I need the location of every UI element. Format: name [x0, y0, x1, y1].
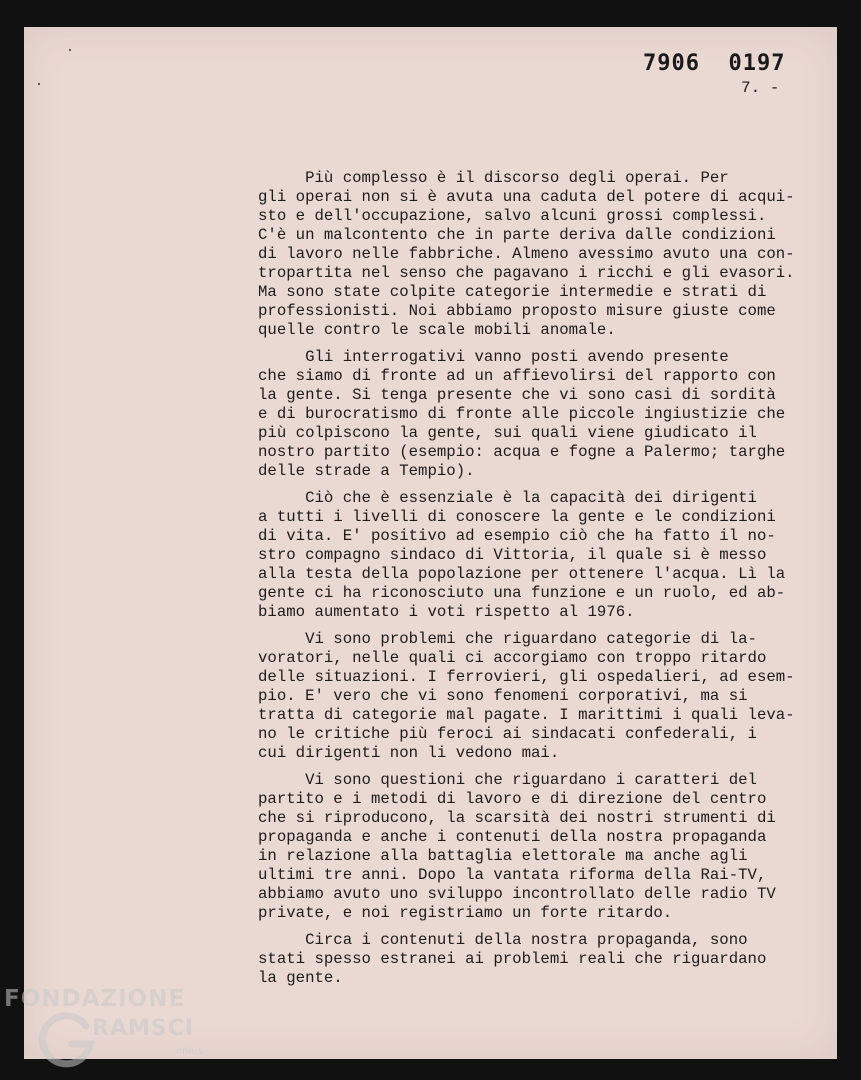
paragraph	[258, 630, 828, 763]
text-line: di lavoro nelle fabbriche. Almeno avessimo avuto una con-	[258, 245, 795, 263]
text-line: abbiamo avuto uno sviluppo incontrollato delle radio TV	[258, 885, 776, 903]
paragraph	[258, 348, 828, 481]
text-line: private, e noi registriamo un forte ritardo.	[258, 904, 673, 922]
text-line: professionisti. Noi abbiamo proposto misure giuste come	[258, 302, 776, 320]
fondazione-gramsci-watermark	[4, 986, 219, 1080]
text-line: ultimi tre anni. Dopo la vantata riforma della Rai-TV,	[258, 866, 767, 884]
text-line: quelle contro le scale mobili anomale.	[258, 321, 616, 339]
text-line: Vi sono questioni che riguardano i caratteri del	[258, 771, 757, 789]
text-line: Più complesso è il discorso degli operai. Per	[258, 169, 729, 187]
text-line: voratori, nelle quali ci accorgiamo con troppo ritardo	[258, 649, 767, 667]
text-line: la gente.	[258, 969, 343, 987]
text-line: la gente. Si tenga presente che vi sono casi di sordità	[258, 386, 776, 404]
text-line: pio. E' vero che vi sono fenomeni corporativi, ma si	[258, 687, 748, 705]
text-line: a tutti i livelli di conoscere la gente e le condizioni	[258, 508, 776, 526]
document-number: 7906 0197	[643, 51, 786, 76]
paragraph	[258, 489, 828, 622]
paper-speck	[69, 49, 71, 51]
text-line: propaganda e anche i contenuti della nostra propaganda	[258, 828, 767, 846]
typed-text-body	[258, 169, 828, 996]
text-line: stati spesso estranei ai problemi reali che riguardano	[258, 950, 767, 968]
text-line: cui dirigenti non li vedono mai.	[258, 744, 560, 762]
paragraph	[258, 169, 828, 340]
text-line: Ma sono state colpite categorie intermedie e strati di	[258, 283, 767, 301]
text-line: no le critiche più feroci ai sindacati confederali, i	[258, 725, 757, 743]
text-line: più colpiscono la gente, sui quali viene giudicato il	[258, 424, 757, 442]
text-line: C'è un malcontento che in parte deriva dalle condizioni	[258, 226, 776, 244]
document-page	[24, 27, 837, 1059]
text-line: biamo aumentato i voti rispetto al 1976.	[258, 603, 635, 621]
text-line: sto e dell'occupazione, salvo alcuni grossi complessi.	[258, 207, 767, 225]
text-line: di vita. E' positivo ad esempio ciò che ha fatto il no-	[258, 527, 776, 545]
watermark-line-1: FONDAZIONE	[4, 986, 186, 1012]
paragraph	[258, 771, 828, 923]
text-line: gente ci ha riconosciuto una funzione e un ruolo, ed ab-	[258, 584, 786, 602]
text-line: gli operai non si è avuta una caduta del potere di acqui-	[258, 188, 795, 206]
text-line: e di burocratismo di fronte alle piccole ingiustizie che	[258, 405, 786, 423]
paper-speck	[38, 83, 40, 85]
paragraph	[258, 931, 828, 988]
text-line: stro compagno sindaco di Vittoria, il quale si è messo	[258, 546, 767, 564]
text-line: delle strade a Tempio).	[258, 462, 475, 480]
watermark-suffix: onlus	[176, 1046, 203, 1057]
page-number: 7. -	[741, 79, 780, 97]
text-line: nostro partito (esempio: acqua e fogne a Palermo; targhe	[258, 443, 786, 461]
text-line: Vi sono problemi che riguardano categorie di la-	[258, 630, 757, 648]
text-line: che si riproducono, la scarsità dei nostri strumenti di	[258, 809, 776, 827]
text-line: in relazione alla battaglia elettorale ma anche agli	[258, 847, 748, 865]
text-line: tratta di categorie mal pagate. I marittimi i quali leva-	[258, 706, 795, 724]
text-line: Gli interrogativi vanno posti avendo presente	[258, 348, 729, 366]
watermark-g-logo-icon	[36, 1008, 100, 1072]
text-line: partito e i metodi di lavoro e di direzione del centro	[258, 790, 767, 808]
text-line: Ciò che è essenziale è la capacità dei dirigenti	[258, 489, 757, 507]
text-line: alla testa della popolazione per ottenere l'acqua. Lì la	[258, 565, 786, 583]
text-line: che siamo di fronte ad un affievolirsi del rapporto con	[258, 367, 776, 385]
watermark-line-2: RAMSCI	[92, 1016, 195, 1041]
text-line: Circa i contenuti della nostra propaganda, sono	[258, 931, 748, 949]
text-line: delle situazioni. I ferrovieri, gli ospedalieri, ad esem-	[258, 668, 795, 686]
text-line: tropartita nel senso che pagavano i ricchi e gli evasori.	[258, 264, 795, 282]
